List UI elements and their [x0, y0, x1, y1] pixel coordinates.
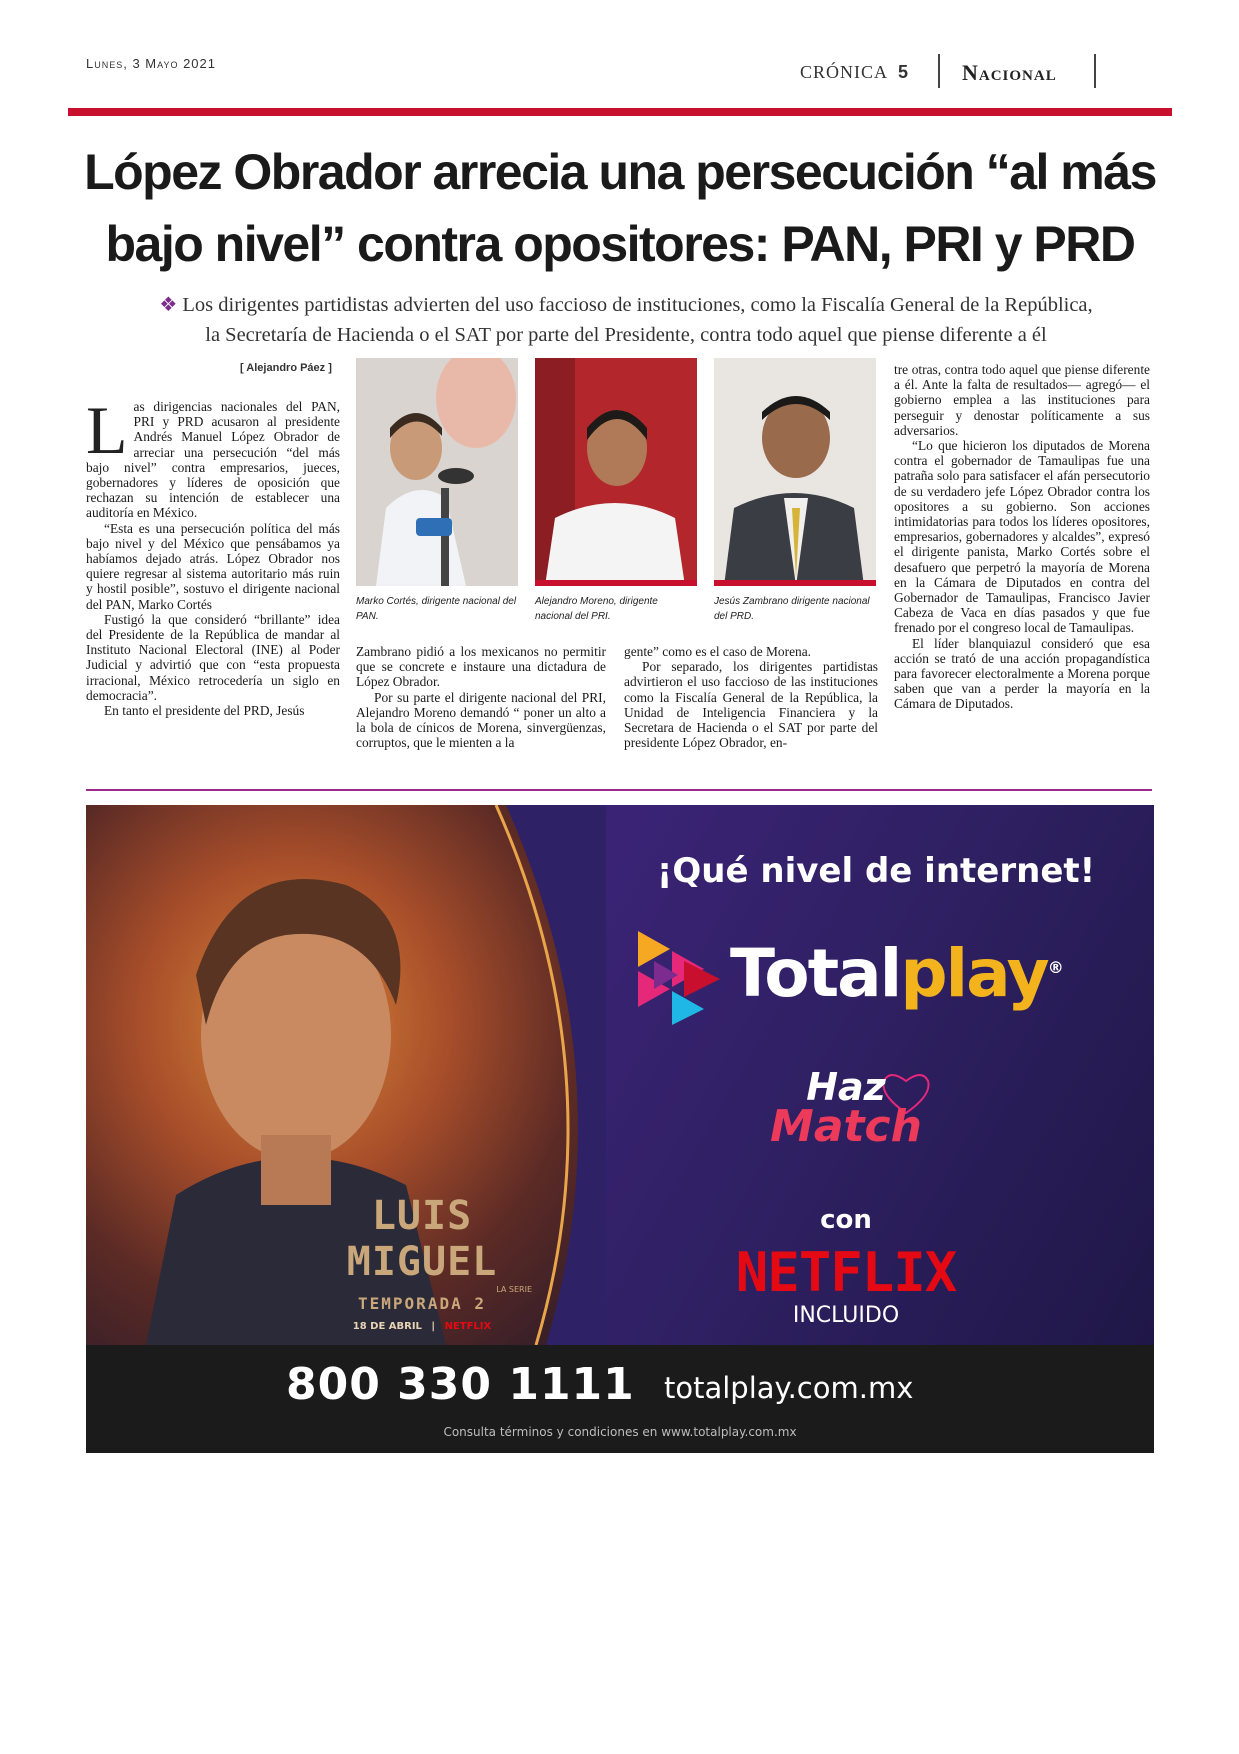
- paragraph: Zambrano pidió a los mexicanos no permitir que se concrete e instaure una dictadura de López Obrador.: [356, 644, 606, 690]
- show-release: [312, 1321, 532, 1332]
- photo-caption: Alejandro Moreno, dirigente nacional del PRI.: [535, 596, 658, 622]
- portrait-illustration: [535, 358, 697, 586]
- deck-text: Los dirigentes partidistas advierten del uso faccioso de instituciones, como la Fiscalía General de la República,: [182, 294, 1093, 316]
- paragraph: En tanto el presidente del PRD, Jesús: [104, 703, 305, 719]
- totalplay-wordmark: [730, 935, 1062, 1012]
- article-column-1: [86, 392, 340, 719]
- section-label: Nacional: [962, 60, 1057, 85]
- paragraph: Por su parte el dirigente nacional del PRI, Alejandro Moreno demandó “ poner un alto a la bola de cínicos de Morena, sinvergüenzas, corruptos, que le mienten a la: [356, 689, 606, 751]
- headline-line: bajo nivel” contra opositores: PAN, PRI y PRD: [105, 216, 1135, 272]
- photo-alejandro-moreno: [535, 358, 697, 586]
- paragraph: Fustigó la que consideró “brillante” idea del Presidente de la República de mandar al Instituto Nacional Electoral (INE) al Poder Judicial y advirtió que con “esta propuesta irracional, México retrocedería un siglo en democracia”.: [86, 611, 340, 703]
- show-title-block: [312, 1193, 532, 1332]
- photo-marko-cortes: [356, 358, 518, 586]
- diamond-bullet-icon: ❖: [159, 294, 178, 316]
- deck-line: [96, 290, 1156, 320]
- publication-title: CRÓNICA: [800, 62, 889, 82]
- ad-tagline: ¡Qué nivel de internet!: [656, 851, 1096, 891]
- ad-show-artwork: [86, 805, 606, 1345]
- header-divider: [1094, 54, 1096, 88]
- show-network: NETFLIX: [444, 1321, 492, 1332]
- ad-footer: [86, 1345, 1154, 1453]
- header-divider: [938, 54, 940, 88]
- website-link[interactable]: totalplay.com.mx: [664, 1371, 914, 1405]
- byline: [ Alejandro Páez ]: [240, 362, 332, 374]
- photo-caption: Jesús Zambrano dirigente nacional del PRD.: [714, 596, 870, 622]
- header-rule: [68, 108, 1172, 116]
- paragraph: [86, 392, 340, 521]
- deck: [96, 290, 1156, 350]
- totalplay-logo: [634, 925, 1114, 1035]
- section-divider: [86, 789, 1152, 791]
- paragraph: El líder blanquiazul consideró que esa acción se trató de una acción propagandística para favorecer electoralmente a Morena porque saben que van a perder la mayoría en la Cámara de Diputados.: [894, 635, 1150, 712]
- paragraph: tre otras, contra todo aquel que piense diferente a él. Ante la falta de resultados— agregó— el gobierno emplea a las instituciones para perseguir y denostar políticamente a sus adversarios.: [894, 362, 1150, 438]
- fineprint: Consulta términos y condiciones en www.totalplay.com.mx: [443, 1425, 797, 1439]
- paragraph: gente” como es el caso de Morena.: [624, 644, 812, 659]
- headline-line: López Obrador arrecia una persecución “al más: [84, 144, 1156, 200]
- netflix-logo: NETFLIX: [735, 1241, 957, 1304]
- phone-number[interactable]: 800 330 1111: [286, 1359, 635, 1410]
- photo-caption: Marko Cortés, dirigente nacional del PAN.: [356, 596, 517, 622]
- article-column-4: [894, 362, 1150, 712]
- divider: |: [431, 1321, 436, 1332]
- totalplay-arrows-icon: [634, 925, 724, 1025]
- article-column-2: [356, 644, 606, 750]
- show-date: 18 DE ABRIL: [352, 1321, 422, 1332]
- page-number: 5: [898, 62, 910, 82]
- haz-match-logo: [736, 1065, 956, 1152]
- headline: [70, 136, 1170, 280]
- portrait-illustration: [714, 358, 876, 586]
- publication-name: [800, 62, 909, 83]
- totalplay-advertisement[interactable]: [86, 805, 1154, 1453]
- show-season: TEMPORADA 2: [358, 1294, 486, 1313]
- brand-total: Total: [730, 935, 901, 1012]
- paragraph-text: as dirigencias nacionales del PAN, PRI y PRD acusaron al presidente Andrés Manuel López Obrador de arreciar una persecución “del más bajo nivel” contra empresarios, jueces, gobernadores y líderes de oposición que rechazan su intención de establecer una auditoría en México.: [86, 399, 340, 521]
- brand-play: play: [900, 935, 1048, 1012]
- incluido-text: INCLUIDO: [792, 1303, 900, 1328]
- drop-cap: L: [86, 392, 128, 468]
- show-subtitle: LA SERIE: [496, 1285, 532, 1294]
- show-title: LUIS MIGUEL: [346, 1193, 498, 1285]
- deck-line: la Secretaría de Hacienda o el SAT por parte del Presidente, contra todo aquel que piense diferente a él: [205, 324, 1047, 346]
- article-column-3: [624, 644, 878, 750]
- photo-jesus-zambrano: [714, 358, 876, 586]
- portrait-illustration: [356, 358, 518, 586]
- haz-text: Haz: [806, 1065, 886, 1109]
- registered-mark: ®: [1047, 958, 1062, 977]
- match-text: Match: [770, 1101, 922, 1152]
- con-text: con: [820, 1205, 872, 1235]
- issue-date: Lunes, 3 Mayo 2021: [86, 56, 216, 71]
- paragraph: “Esta es una persecución política del más bajo nivel y del México que pensábamos ya habíamos dejado atrás. López Obrador nos quiere regresar al sistema autoritario más ruin y hostil posible”, sostuvo el dirigente nacional del PAN, Marko Cortés: [86, 520, 340, 612]
- paragraph: “Lo que hicieron los diputados de Morena contra el gobernador de Tamaulipas fue una patraña solo para satisfacer el afán persecutorio de su verdadero jefe López Obrador contra los opositores a su gobierno. Son acciones intimidatorias para todos los líderes opositores, empresarios, gobernadores y alcaldes”, expresó el dirigente panista, Marko Cortés sobre el desafuero que perpetró la mayoría de Morena en la Cámara de Diputados en contra del Gobernador de Tamaulipas, Francisco Javier Cabeza de Vaca en días pasados y que fue frenado por el congreso local de Tamaulipas.: [894, 438, 1150, 636]
- paragraph: Por separado, los dirigentes partidistas advirtieron el uso faccioso de las instituciones como la Fiscalía General de la República, la Unidad de Inteligencia Financiera y la Secretara de Hacienda o el SAT por parte del presidente López Obrador, en-: [624, 659, 878, 751]
